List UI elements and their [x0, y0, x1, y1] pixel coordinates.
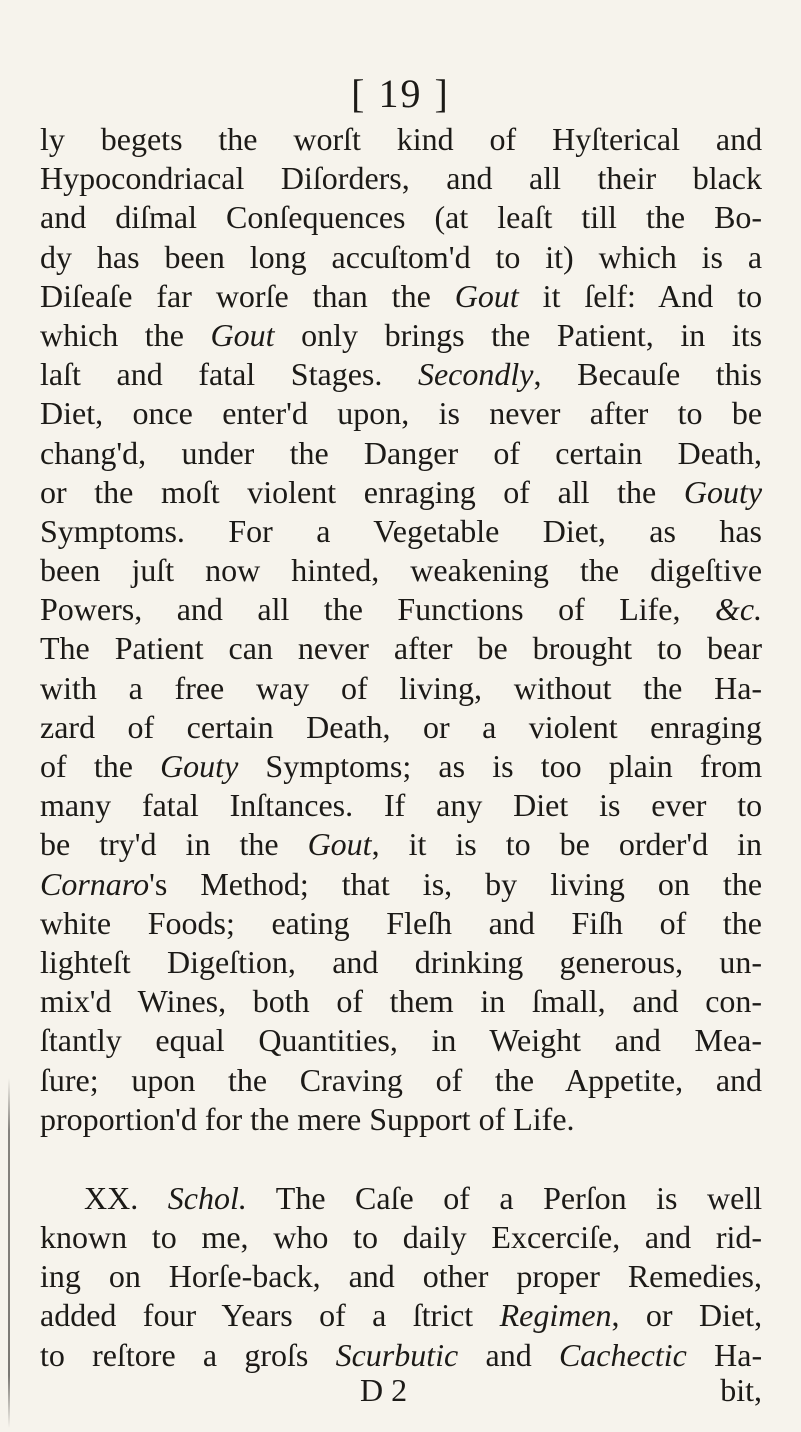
text-line: with a free way of living, without the Ha- [40, 669, 763, 706]
text-line: Powers, and all the Functions of Life, &c. [40, 591, 763, 628]
paragraph-2 [40, 1179, 762, 1375]
catchword: bit, [720, 1372, 762, 1408]
text-line: XX. Schol. The Caſe of a Perſon is well [84, 1179, 763, 1216]
text-line: of the Gouty Symptoms; as is too plain from [40, 748, 763, 784]
text-line: many fatal Inſtances. If any Diet is ever to [40, 787, 763, 824]
text-line: Diſeaſe far worſe than the Gout it ſelf: And to [40, 277, 763, 314]
text-line: proportion'd for the mere Support of Life. [40, 1100, 575, 1137]
text-line: be try'd in the Gout, it is to be order'd in [40, 826, 763, 863]
text-line: Symptoms. For a Vegetable Diet, as has [40, 512, 762, 549]
text-line: white Foods; eating Fleſh and Fiſh of the [40, 904, 762, 941]
text-line: laſt and fatal Stages. Secondly, Becauſe this [40, 356, 762, 393]
text-line: which the Gout only brings the Patient, in its [40, 316, 763, 353]
paragraph-1 [40, 120, 762, 1139]
text-line: Hypocondriacal Diſorders, and all their black [40, 160, 762, 197]
text-line: been juſt now hinted, weakening the digeſtive [40, 552, 763, 589]
text-line: ſtantly equal Quantities, in Weight and Mea- [40, 1022, 762, 1059]
text-line: mix'd Wines, both of them in ſmall, and con- [40, 983, 763, 1020]
text-line: to reſtore a groſs Scurbutic and Cachectic Ha- [40, 1336, 763, 1373]
text-line: ly begets the worſt kind of Hyſterical and [40, 121, 763, 157]
text-line: Cornaro's Method; that is, by living on the [40, 865, 763, 902]
text-line: ſure; upon the Craving of the Appetite, and [40, 1061, 763, 1098]
signature-mark: D 2 [360, 1372, 408, 1408]
page-footer [40, 1370, 762, 1410]
text-line: added four Years of a ſtrict Regimen, or Diet, [40, 1297, 763, 1334]
text-line: dy has been long accuſtom'd to it) which is a [40, 238, 763, 275]
text-line: chang'd, under the Danger of certain Death, [40, 434, 762, 471]
text-line: or the moſt violent enraging of all the Gouty [40, 473, 763, 510]
paragraph-gap [40, 1139, 762, 1179]
text-line: Diet, once enter'd upon, is never after to be [40, 395, 763, 432]
text-line: The Patient can never after be brought to bear [40, 630, 763, 667]
text-line: ing on Horſe-back, and other proper Remedies, [40, 1258, 762, 1295]
text-line: and diſmal Conſequences (at leaſt till the Bo- [40, 199, 763, 236]
body-text [40, 120, 762, 1375]
page-number: [ 19 ] [351, 71, 450, 116]
text-line: known to me, who to daily Excerciſe, and rid- [40, 1219, 763, 1256]
text-line: zard of certain Death, or a violent enraging [40, 708, 763, 745]
page-edge-shadow [8, 1078, 10, 1428]
text-line: lighteſt Digeſtion, and drinking generous, un- [40, 943, 763, 980]
